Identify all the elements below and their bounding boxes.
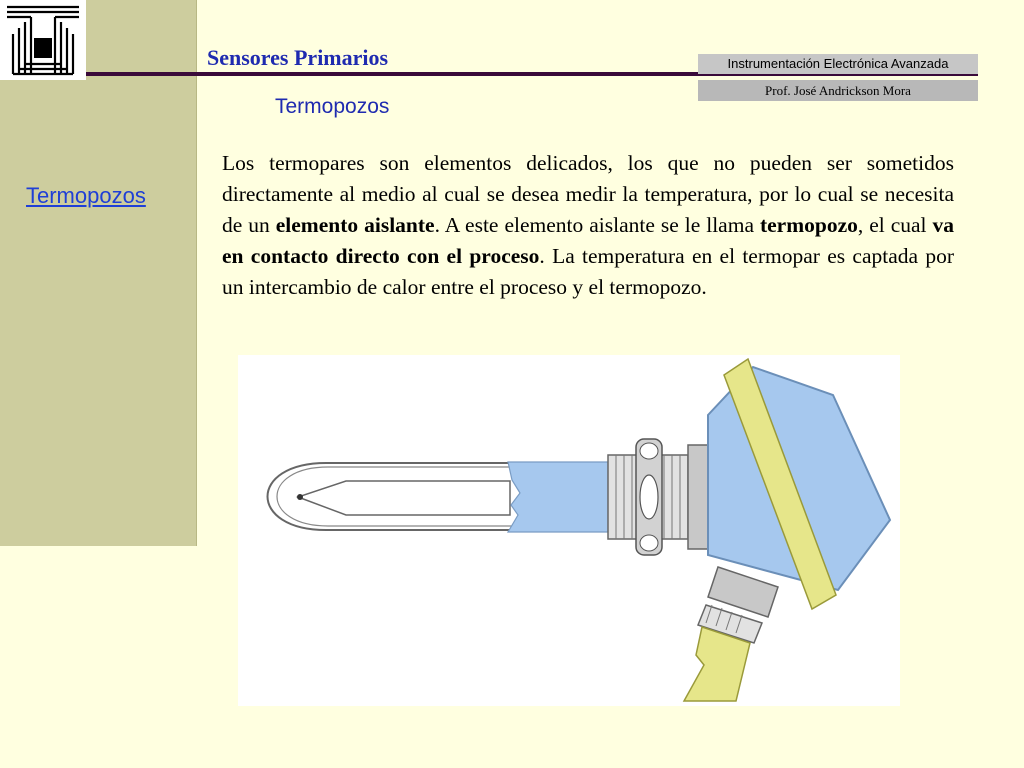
slide-body-text	[222, 148, 954, 303]
logo	[0, 0, 86, 80]
sidebar-link-termopozos[interactable]: Termopozos	[26, 183, 146, 208]
body-segment: Los termopares son elementos delicados, los que no pueden ser sometidos directamente al medio al cual se desea medir la temperatura, por lo cual se necesita de un	[222, 151, 954, 237]
sidebar	[0, 0, 197, 546]
professor-badge: Prof. José Andrickson Mora	[698, 80, 978, 101]
body-segment: . A este elemento aislante se le llama	[434, 213, 760, 237]
extension-tube	[508, 462, 608, 532]
thermowell-diagram-icon	[238, 355, 900, 706]
body-segment: , el cual	[857, 213, 933, 237]
body-segment-bold: elemento aislante	[275, 213, 435, 237]
body-segment-bold: termopozo	[759, 213, 858, 237]
thermowell-illustration	[238, 355, 900, 706]
course-name-badge: Instrumentación Electrónica Avanzada	[698, 54, 978, 74]
slide-subtitle: Termopozos	[275, 95, 390, 118]
institution-logo-icon	[5, 4, 81, 76]
body-segment-bold: va en contacto directo con el proceso	[222, 213, 954, 268]
course-title: Sensores Primarios	[207, 45, 389, 70]
body-segment: . La temperatura en el termopar es captada por un intercambio de calor entre el proceso y el termopozo.	[222, 244, 954, 299]
